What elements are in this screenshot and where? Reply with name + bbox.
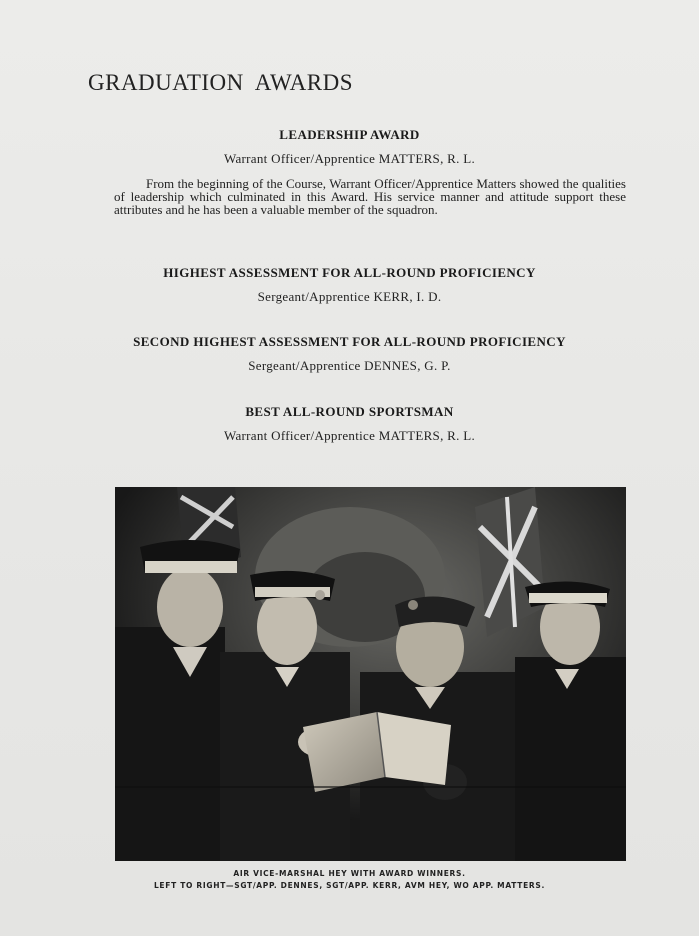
photo-caption-line2: LEFT TO RIGHT—SGT/APP. DENNES, SGT/APP. KERR, AVM HEY, WO APP. MATTERS. <box>153 881 546 890</box>
page-title: GRADUATION AWARDS <box>88 70 354 95</box>
award-photo-image <box>115 487 626 861</box>
award-photo <box>115 487 626 861</box>
award-heading-leadership: LEADERSHIP AWARD <box>279 127 420 142</box>
award-heading-sportsman: BEST ALL-ROUND SPORTSMAN <box>245 404 454 419</box>
award-recipient-leadership: Warrant Officer/Apprentice MATTERS, R. L. <box>223 151 476 166</box>
leadership-paragraph: From the beginning of the Course, Warrant Officer/Apprentice Matters showed the qualities of leadership which culminated in this Award. His service manner and attitude support these attributes and he has been a valuable member of the squadron. <box>114 176 626 217</box>
award-recipient-second-proficiency: Sergeant/Apprentice DENNES, G. P. <box>248 358 451 373</box>
award-recipient-highest-proficiency: Sergeant/Apprentice KERR, I. D. <box>257 289 442 304</box>
award-heading-highest-proficiency: HIGHEST ASSESSMENT FOR ALL-ROUND PROFICIENCY <box>163 265 536 280</box>
award-recipient-sportsman: Warrant Officer/Apprentice MATTERS, R. L. <box>223 428 476 443</box>
photo-caption-line1: AIR VICE-MARSHAL HEY WITH AWARD WINNERS. <box>233 869 466 878</box>
award-heading-second-proficiency: SECOND HIGHEST ASSESSMENT FOR ALL-ROUND PROFICIENCY <box>133 334 566 349</box>
